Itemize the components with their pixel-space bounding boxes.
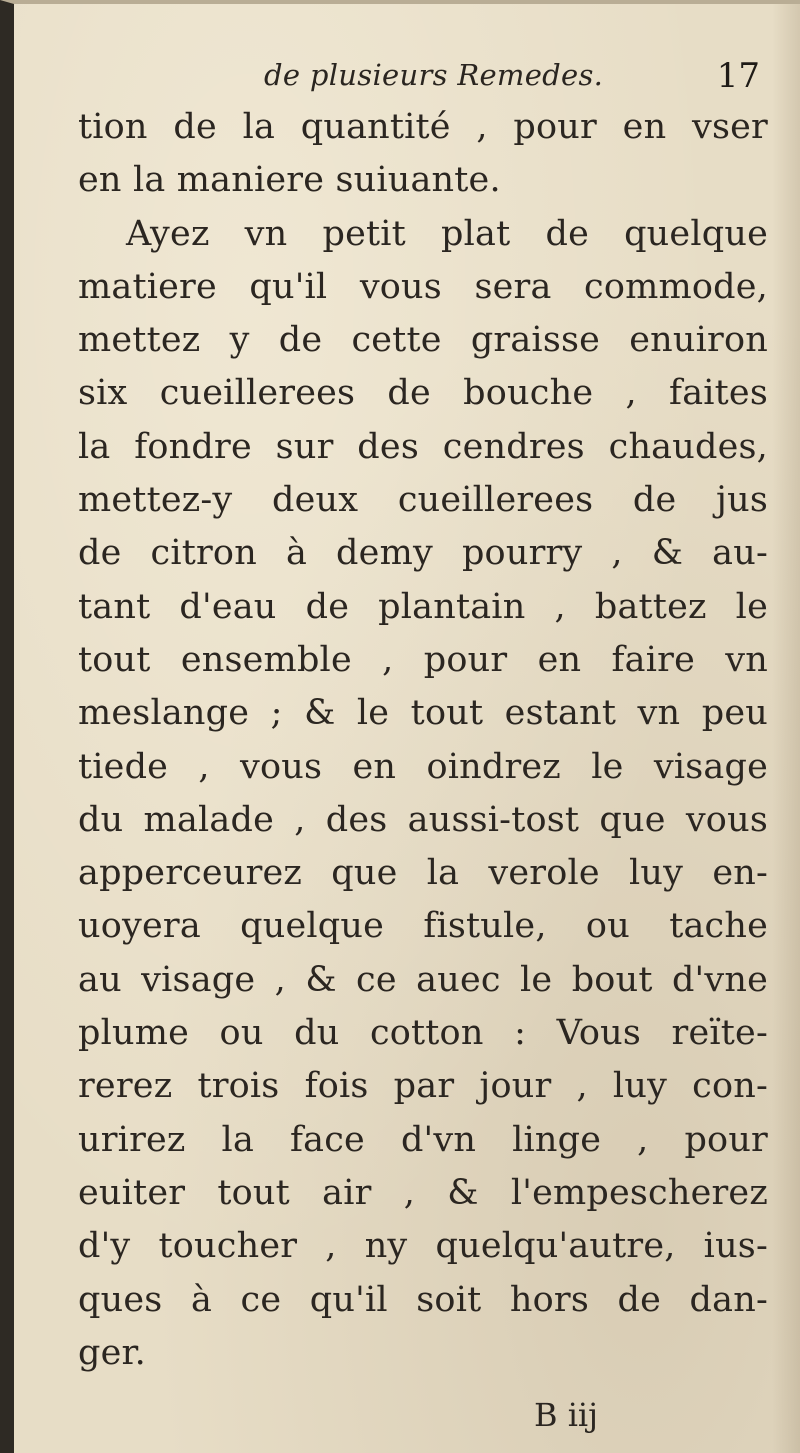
text-line: en la maniere suiuante.	[78, 160, 501, 201]
text-line: meslange ; & le tout estant vn peu	[78, 693, 768, 734]
signature-mark: B iij	[534, 1396, 599, 1434]
text-line: uoyera quelque fistule, ou tache	[78, 906, 768, 947]
text-line: mettez-y deux cueillerees de jus	[78, 480, 768, 521]
text-line: ger.	[78, 1332, 146, 1373]
text-line: au visage , & ce auec le bout d'vne	[78, 959, 768, 1000]
text-line: Ayez vn petit plat de quelque	[126, 213, 768, 254]
text-line: ques à ce qu'il soit hors de dan-	[78, 1279, 768, 1320]
running-head: de plusieurs Remedes.	[264, 58, 604, 92]
text-line: urirez la face d'vn linge , pour	[78, 1119, 768, 1160]
text-line: de citron à demy pourry , & au-	[78, 533, 768, 574]
text-line: plume ou du cotton : Vous reïte-	[78, 1013, 768, 1054]
text-line: tiede , vous en oindrez le visage	[78, 746, 768, 787]
text-line: tion de la quantité , pour en vser	[78, 107, 768, 147]
text-line: la fondre sur des cendres chaudes,	[78, 426, 768, 467]
text-line: euiter tout air , & l'empescherez	[78, 1172, 768, 1213]
text-line: apperceurez que la verole luy en-	[78, 853, 768, 894]
text-line: matiere qu'il vous sera commode,	[78, 266, 768, 307]
text-line: mettez y de cette graisse enuiron	[78, 320, 768, 361]
text-line: tout ensemble , pour en faire vn	[78, 639, 768, 680]
text-line: du malade , des aussi-tost que vous	[78, 799, 768, 840]
text-line: d'y toucher , ny quelqu'autre, ius-	[78, 1226, 768, 1267]
text-line: tant d'eau de plantain , battez le	[78, 586, 768, 627]
text-line: rerez trois fois par jour , luy con-	[78, 1066, 768, 1107]
body-text	[78, 101, 768, 1380]
text-line: six cueillerees de bouche , faites	[78, 373, 768, 414]
page-number: 17	[716, 56, 760, 96]
